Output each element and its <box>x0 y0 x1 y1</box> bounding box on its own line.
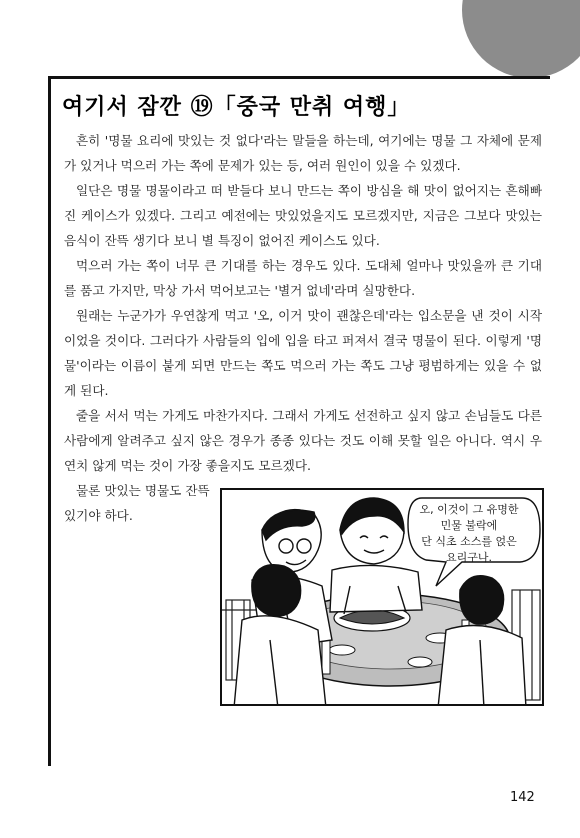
comic-panel <box>220 488 544 706</box>
paragraph-4: 원래는 누군가가 우연찮게 먹고 '오, 이거 맛이 괜찮은데'라는 입소문을 낸 것이 시작이었을 것이다. 그러다가 사람들의 입에 입을 타고 퍼져서 결국 명물이 된다. 이렇게 '명물'이라는 이름이 붙게 되면 만드는 쪽도 먹으러 가는 쪽도 그냥 평범하게는 있을 수 없게 된다. <box>64 308 542 398</box>
corner-decoration <box>462 0 580 78</box>
article-body <box>64 128 542 478</box>
paragraph-2: 일단은 명물 명물이라고 떠 받들다 보니 만드는 쪽이 방심을 해 맛이 없어지는 흔해빠진 케이스가 있겠다. 그리고 예전에는 맛있었을지도 모르겠지만, 지금은 그보다 맛있는 음식이 잔뜩 생기다 보니 별 특징이 없어진 케이스도 있다. <box>64 183 542 248</box>
section-title: 여기서 잠깐 ⑲「중국 만취 여행」 <box>62 95 411 120</box>
paragraph-3: 먹으러 가는 쪽이 너무 큰 기대를 하는 경우도 있다. 도대체 얼마나 맛있을까 큰 기대를 품고 가지만, 막상 가서 먹어보고는 '별거 없네'라며 실망한다. <box>64 258 542 298</box>
closing-text <box>64 478 214 528</box>
page-number: 142 <box>510 790 535 805</box>
paragraph-5: 줄을 서서 먹는 가게도 마찬가지다. 그래서 가게도 선전하고 싶지 않고 손님들도 다른 사람에게 알려주고 싶지 않은 경우가 종종 있다는 것도 이해 못할 일은 아니다. 역시 우연치 않게 먹는 것이 가장 좋을지도 모르겠다. <box>64 408 542 473</box>
closing-paragraph: 물론 맛있는 명물도 잔뜩 있기야 하다. <box>64 483 210 523</box>
speech-bubble-text: 오, 이것이 그 유명한 민물 불락에 단 식초 소스를 얹은 요리구나. <box>419 503 519 564</box>
paragraph-1: 흔히 '명물 요리에 맛있는 것 없다'라는 말들을 하는데, 여기에는 명물 그 자체에 문제가 있거나 먹으러 가는 쪽에 문제가 있는 등, 여러 원인이 있을 수 있겠다. <box>64 133 542 173</box>
